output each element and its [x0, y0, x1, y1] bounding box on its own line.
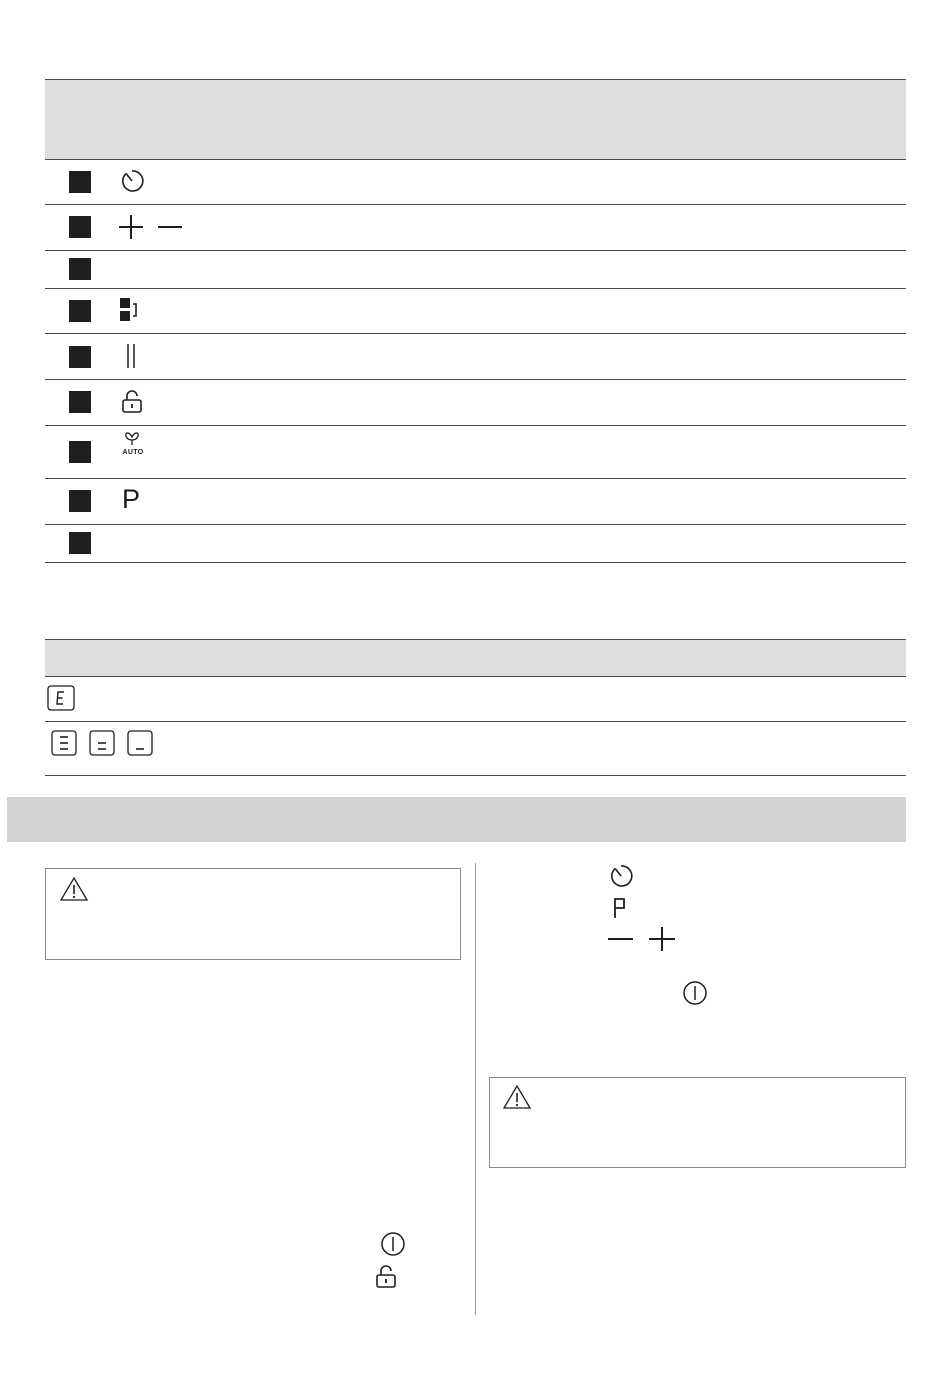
- residual-heat-high-icon: [51, 730, 77, 756]
- section-banner: [7, 797, 906, 842]
- table2-header-rule: [45, 676, 906, 677]
- hob2hood-auto-icon: [120, 431, 144, 447]
- column-separator: [475, 863, 476, 1315]
- pause-icon: [124, 343, 138, 369]
- table1-row-rule: [45, 333, 906, 334]
- on-off-icon: [380, 1231, 406, 1257]
- warning-triangle-icon: [59, 876, 89, 902]
- auto-caption: AUTO: [122, 449, 144, 456]
- table2-bottom-rule: [45, 775, 906, 776]
- table1-top-rule: [45, 79, 906, 80]
- timer-icon: [118, 167, 146, 195]
- table1-row-marker: [69, 258, 91, 280]
- table2-row-rule: [45, 721, 906, 722]
- table1-row-marker: [69, 171, 91, 193]
- table1-row-marker: [69, 300, 91, 322]
- minus-icon: [157, 214, 183, 240]
- minus-icon: [607, 926, 635, 952]
- power-boost-icon: P: [122, 484, 141, 514]
- table1-row-rule: [45, 524, 906, 525]
- table1-row-marker: [69, 490, 91, 512]
- power-p-icon: [612, 896, 628, 920]
- table1-row-marker: [69, 391, 91, 413]
- table1-row-marker: [69, 216, 91, 238]
- table1-row-rule: [45, 425, 906, 426]
- table1-row-marker: [69, 441, 91, 463]
- lock-icon: [120, 388, 144, 414]
- table1-row-rule: [45, 250, 906, 251]
- timer-icon: [607, 862, 635, 890]
- table1-row-rule: [45, 204, 906, 205]
- lock-icon: [374, 1263, 398, 1289]
- plus-icon: [118, 214, 144, 240]
- table1-row-rule: [45, 478, 906, 479]
- warning-box-right: [489, 1077, 906, 1168]
- table1-row-marker: [69, 532, 91, 554]
- table1-bottom-rule: [45, 562, 906, 563]
- residual-heat-low-icon: [127, 730, 153, 756]
- display-e-icon: [47, 685, 75, 711]
- warning-box-left: [45, 868, 461, 960]
- table2-top-rule: [45, 639, 906, 640]
- residual-heat-medium-icon: [89, 730, 115, 756]
- plus-icon: [648, 926, 676, 952]
- table1-row-rule: [45, 379, 906, 380]
- table1-row-marker: [69, 346, 91, 368]
- bridge-zone-icon: [119, 297, 141, 323]
- table1-header: [45, 79, 906, 159]
- warning-triangle-icon: [502, 1084, 532, 1110]
- table1-header-rule: [45, 159, 906, 160]
- table1-row-rule: [45, 288, 906, 289]
- on-off-icon: [682, 980, 708, 1006]
- table2-header: [45, 639, 906, 676]
